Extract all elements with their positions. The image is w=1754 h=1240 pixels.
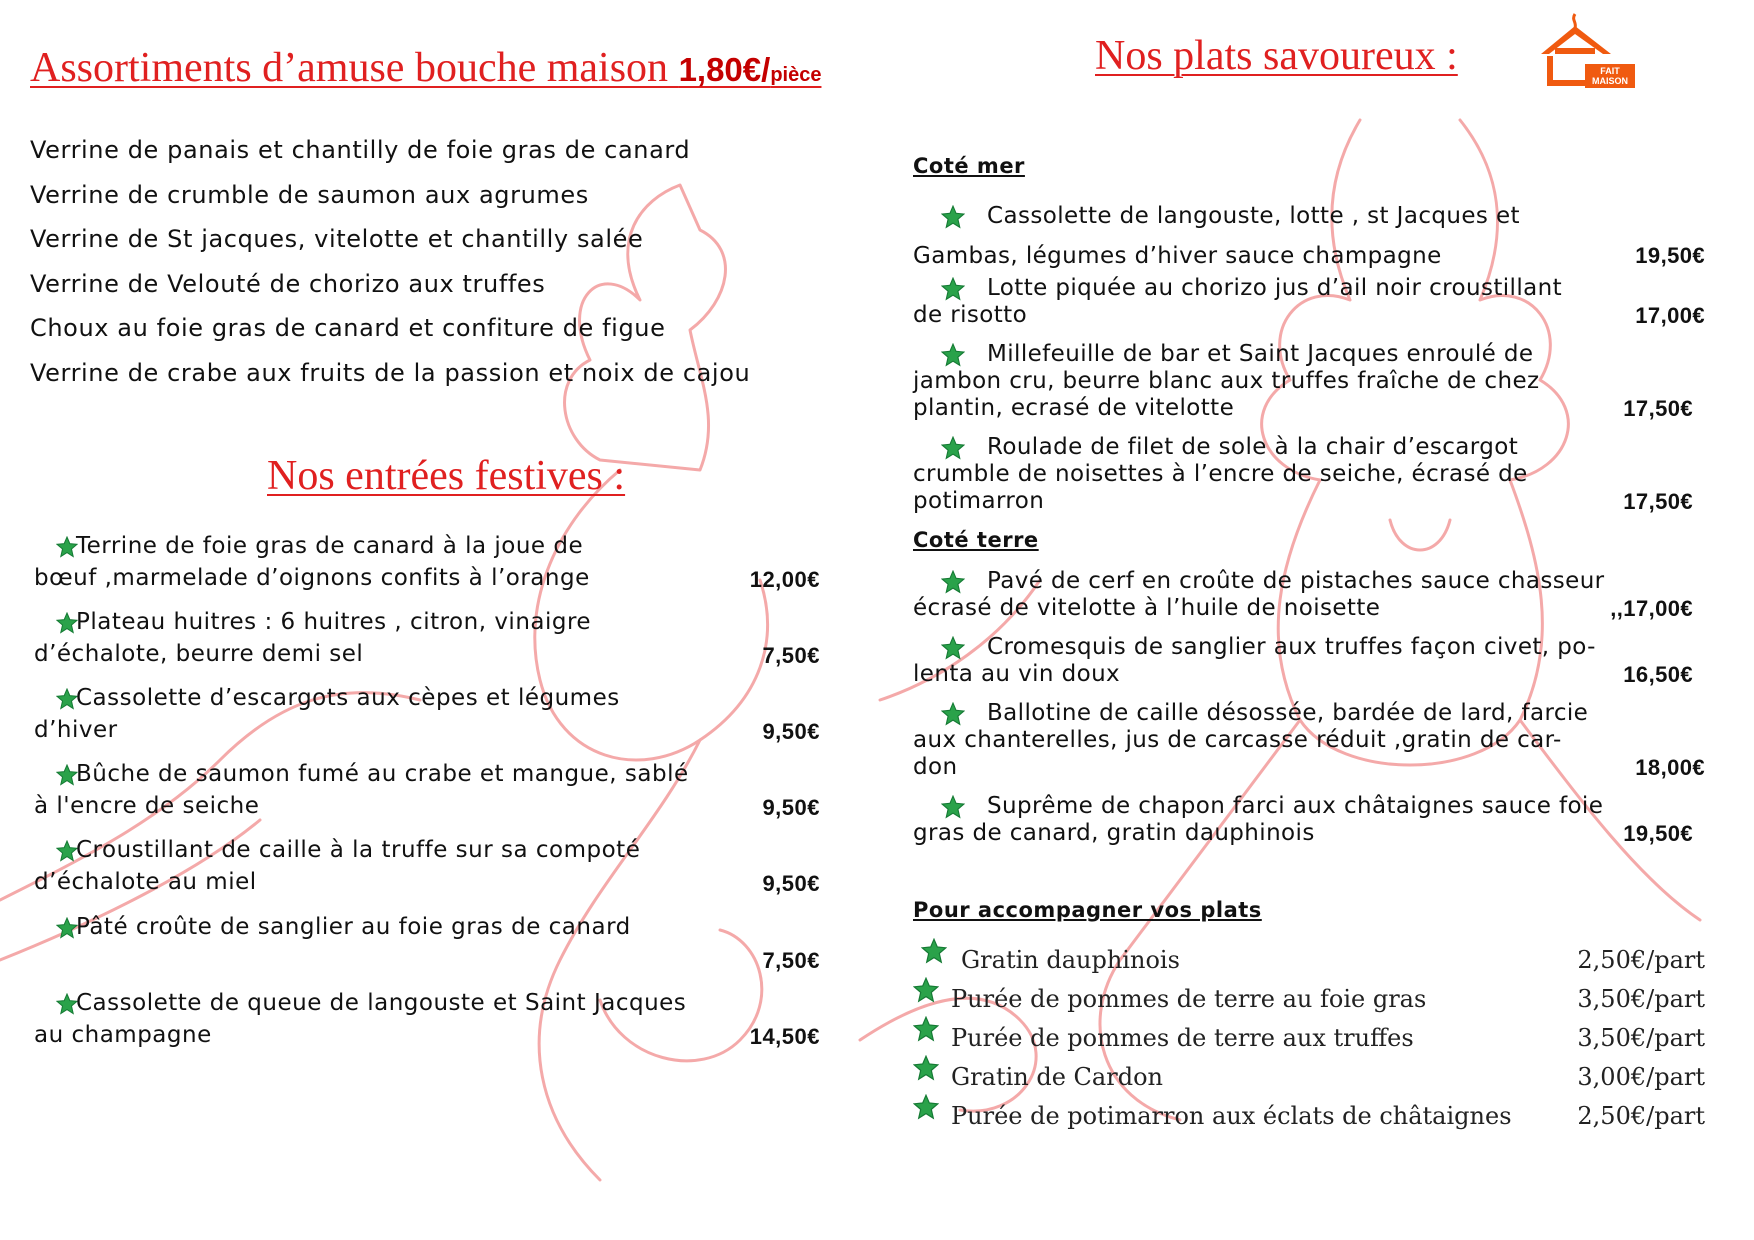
star-icon xyxy=(34,688,76,710)
dish-price: ,,17,00€ xyxy=(1610,596,1693,621)
dish-price: 9,50€ xyxy=(762,795,820,820)
star-icon xyxy=(34,917,76,939)
star-icon xyxy=(913,1094,939,1126)
star-icon xyxy=(913,702,987,726)
dish-line: Cassolette de langouste, lotte , st Jacques et xyxy=(987,203,1520,229)
section-header-accompagnements: Pour accompagner vos plats xyxy=(913,898,1262,922)
dish-line: Pavé de cerf en croûte de pistaches sauce chasseur xyxy=(987,568,1605,594)
dish-price: 17,50€ xyxy=(1623,489,1693,514)
dish-line: de risotto xyxy=(913,302,1028,328)
dish-line: d’hiver xyxy=(34,717,118,743)
dish-price: 9,50€ xyxy=(762,719,820,744)
menu-item xyxy=(913,341,1705,422)
side-dish-row xyxy=(913,1061,1705,1097)
section-header-mer: Coté mer xyxy=(913,154,1025,178)
section-header-terre: Coté terre xyxy=(913,528,1039,552)
star-icon xyxy=(913,977,939,1009)
menu-item xyxy=(34,682,820,746)
menu-item xyxy=(34,834,820,898)
menu-item xyxy=(34,530,820,594)
side-dish-price: 2,50€/part xyxy=(1577,1102,1705,1130)
menu-item xyxy=(34,987,820,1051)
dish-line: d’échalote, beurre demi sel xyxy=(34,641,364,667)
side-dish-label: Gratin dauphinois xyxy=(961,946,1180,974)
side-dish-row xyxy=(913,1022,1705,1058)
dish-line: au champagne xyxy=(34,1022,212,1048)
list-item: Verrine de panais et chantilly de foie gras de canard xyxy=(30,136,691,164)
side-dish-row xyxy=(913,944,1705,980)
logo-text-maison: MAISON xyxy=(1592,76,1628,86)
dish-line: Plateau huitres : 6 huitres , citron, vinaigre xyxy=(76,609,592,635)
dish-line: jambon cru, beurre blanc aux truffes fraîche de chez xyxy=(913,368,1540,394)
side-dish-price: 3,50€/part xyxy=(1577,985,1705,1013)
dish-line: Ballotine de caille désossée, bardée de lard, farcie xyxy=(987,700,1589,726)
dish-line: Suprême de chapon farci aux châtaignes sauce foie xyxy=(987,793,1604,819)
plats-title: Nos plats savoureux : xyxy=(1095,33,1458,79)
list-item: Verrine de Velouté de chorizo aux truffes xyxy=(30,269,546,298)
side-dish-label: Purée de pommes de terre aux truffes xyxy=(951,1024,1414,1052)
star-icon xyxy=(34,612,76,634)
list-item: Choux au foie gras de canard et confiture de figue xyxy=(30,314,666,342)
dish-line: gras de canard, gratin dauphinois xyxy=(913,820,1315,846)
dish-line: Millefeuille de bar et Saint Jacques enroulé de xyxy=(987,341,1534,367)
dish-line: Cromesquis de sanglier aux truffes façon civet, po- xyxy=(987,634,1596,660)
dish-price: 17,00€ xyxy=(1635,303,1705,328)
dish-line: Gambas, légumes d’hiver sauce champagne xyxy=(913,243,1442,269)
star-icon xyxy=(913,277,987,301)
list-item: Verrine de St jacques, vitelotte et chantilly salée xyxy=(30,225,644,253)
star-icon xyxy=(913,636,987,660)
star-icon xyxy=(913,205,987,229)
menu-item xyxy=(913,793,1705,847)
side-dish-row xyxy=(913,1100,1705,1136)
fait-maison-logo xyxy=(1533,12,1643,96)
dish-price: 14,50€ xyxy=(749,1024,820,1049)
menu-item xyxy=(913,434,1705,515)
side-dish-price: 3,50€/part xyxy=(1577,1024,1705,1052)
house-logo-icon xyxy=(1533,12,1643,92)
star-icon xyxy=(34,764,76,786)
star-icon xyxy=(913,436,987,460)
dish-price: 7,50€ xyxy=(762,643,820,668)
dish-price: 19,50€ xyxy=(1623,821,1693,846)
dish-line: crumble de noisettes à l’encre de seiche, écrasé de xyxy=(913,461,1528,487)
star-icon xyxy=(921,938,947,970)
dish-line: Terrine de foie gras de canard à la joue de xyxy=(76,533,584,559)
side-dish-row xyxy=(913,983,1705,1019)
dish-price: 9,50€ xyxy=(762,871,820,896)
menu-item xyxy=(34,758,820,822)
side-dish-price: 3,00€/part xyxy=(1577,1063,1705,1091)
dish-line: écrasé de vitelotte à l’huile de noisette xyxy=(913,595,1381,621)
menu-item xyxy=(913,196,1705,276)
list-item: Verrine de crabe aux fruits de la passion et noix de cajou xyxy=(30,358,751,387)
menu-item xyxy=(913,634,1705,688)
star-icon xyxy=(34,840,76,862)
side-dish-label: Purée de pommes de terre au foie gras xyxy=(951,985,1427,1013)
list-item: Verrine de crumble de saumon aux agrumes xyxy=(30,180,589,209)
side-dish-label: Gratin de Cardon xyxy=(951,1063,1163,1091)
amuse-bouche-list xyxy=(30,128,750,395)
dish-line: Roulade de filet de sole à la chair d’escargot xyxy=(987,434,1519,460)
star-icon xyxy=(913,1055,939,1087)
menu-item xyxy=(913,275,1705,329)
dish-line: lenta au vin doux xyxy=(913,661,1121,687)
star-icon xyxy=(913,343,987,367)
dish-price: 18,00€ xyxy=(1635,755,1705,780)
amuse-title-text: Assortiments d’amuse bouche maison xyxy=(30,45,679,91)
menu-item xyxy=(34,911,820,973)
star-icon xyxy=(34,993,76,1015)
dish-price: 7,50€ xyxy=(762,948,820,973)
dish-line: à l'encre de seiche xyxy=(34,793,260,819)
dish-line: potimarron xyxy=(913,488,1045,514)
star-icon xyxy=(913,570,987,594)
dish-line: aux chanterelles, jus de carcasse réduit ,gratin de car- xyxy=(913,727,1562,753)
dish-line: Croustillant de caille à la truffe sur sa compoté xyxy=(76,837,641,863)
dish-line: Bûche de saumon fumé au crabe et mangue, sablé xyxy=(76,761,689,787)
dish-line: Lotte piquée au chorizo jus d’ail noir croustillant xyxy=(987,275,1563,301)
dish-line: bœuf ,marmelade d’oignons confits à l’orange xyxy=(34,565,590,591)
logo-text-fait: FAIT xyxy=(1600,66,1620,76)
menu-item xyxy=(913,568,1705,622)
menu-item xyxy=(913,700,1705,781)
star-icon xyxy=(913,1016,939,1048)
star-icon xyxy=(34,536,76,558)
dish-line: Cassolette de queue de langouste et Saint Jacques xyxy=(76,990,687,1016)
side-dish-price: 2,50€/part xyxy=(1577,946,1705,974)
amuse-price: 1,80€/ xyxy=(678,51,771,88)
entrees-title: Nos entrées festives : xyxy=(267,453,626,499)
dish-line: Pâté croûte de sanglier au foie gras de canard xyxy=(76,914,631,940)
amuse-price-unit: pièce xyxy=(770,64,822,86)
dish-line: d’échalote au miel xyxy=(34,869,257,895)
menu-item xyxy=(34,606,820,670)
dish-price: 12,00€ xyxy=(749,567,820,592)
dish-line: plantin, ecrasé de vitelotte xyxy=(913,395,1235,421)
dish-price: 16,50€ xyxy=(1623,662,1693,687)
side-dish-label: Purée de potimarron aux éclats de châtaignes xyxy=(951,1102,1512,1130)
dish-price: 19,50€ xyxy=(1635,243,1705,268)
star-icon xyxy=(913,795,987,819)
amuse-bouche-title xyxy=(30,44,821,92)
dish-line: Cassolette d’escargots aux cèpes et légumes xyxy=(76,685,620,711)
dish-line: don xyxy=(913,754,958,780)
dish-price: 17,50€ xyxy=(1623,396,1693,421)
